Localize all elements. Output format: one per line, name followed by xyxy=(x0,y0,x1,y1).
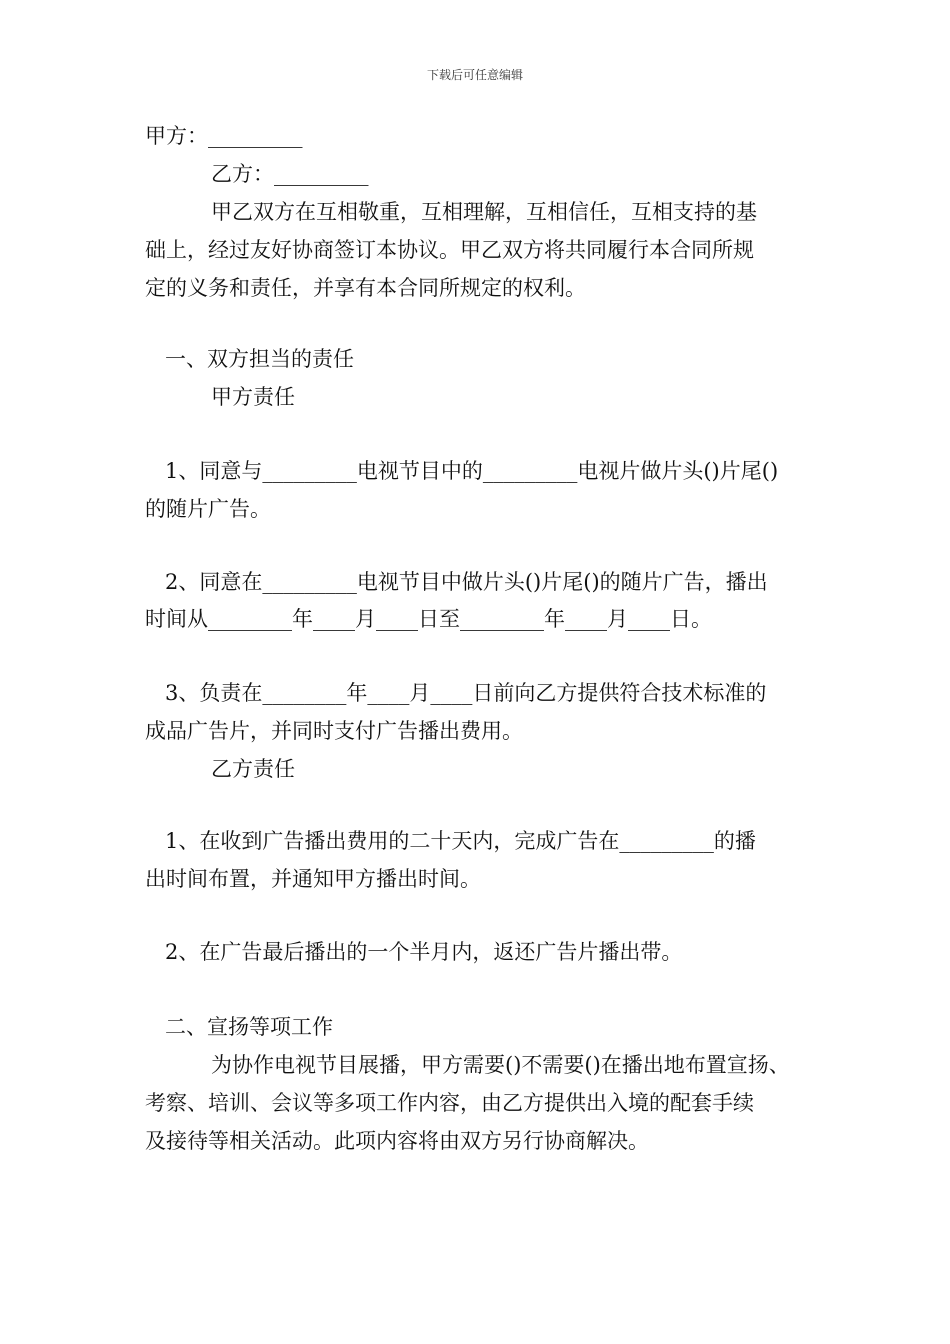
page-header: 下载后可任意编辑 xyxy=(426,68,523,82)
party-a-item-2-line-1: 2、同意在_________电视节目中做片头()片尾()的随片广告，播出 xyxy=(165,570,768,594)
section-1-title: 一、双方担当的责任 xyxy=(165,347,354,371)
party-a-line: 甲方：_________ xyxy=(145,124,303,148)
party-a-item-3-line-1: 3、负责在________年____月____日前向乙方提供符合技术标准的 xyxy=(165,681,767,705)
intro-paragraph-line-1: 甲乙双方在互相敬重，互相理解，互相信任，互相支持的基 xyxy=(211,200,757,224)
intro-paragraph-line-2: 础上，经过友好协商签订本协议。甲乙双方将共同履行本合同所规 xyxy=(145,238,754,262)
party-a-item-3-line-2: 成品广告片，并同时支付广告播出费用。 xyxy=(145,719,523,743)
party-a-duties-heading: 甲方责任 xyxy=(211,385,295,409)
party-b-item-1-line-1: 1、在收到广告播出费用的二十天内，完成广告在_________的播 xyxy=(165,829,756,853)
party-b-duties-heading: 乙方责任 xyxy=(211,757,295,781)
intro-paragraph-line-3: 定的义务和责任，并享有本合同所规定的权利。 xyxy=(145,276,586,300)
section-2-body-line-2: 考察、培训、会议等多项工作内容，由乙方提供出入境的配套手续 xyxy=(145,1091,754,1115)
party-b-line: 乙方：_________ xyxy=(211,162,369,186)
party-b-item-2: 2、在广告最后播出的一个半月内，返还广告片播出带。 xyxy=(165,940,683,964)
party-a-item-1-line-2: 的随片广告。 xyxy=(145,497,271,521)
section-2-body-line-3: 及接待等相关活动。此项内容将由双方另行协商解决。 xyxy=(145,1129,649,1153)
section-2-title: 二、宣扬等项工作 xyxy=(165,1015,333,1039)
party-a-item-2-line-2: 时间从________年____月____日至________年____月____日。 xyxy=(145,607,712,631)
party-b-item-1-line-2: 出时间布置，并通知甲方播出时间。 xyxy=(145,867,481,891)
party-a-item-1-line-1: 1、同意与_________电视节目中的_________电视片做片头()片尾() xyxy=(165,459,779,483)
section-2-body-line-1: 为协作电视节目展播，甲方需要()不需要()在播出地布置宣扬、 xyxy=(211,1053,790,1077)
